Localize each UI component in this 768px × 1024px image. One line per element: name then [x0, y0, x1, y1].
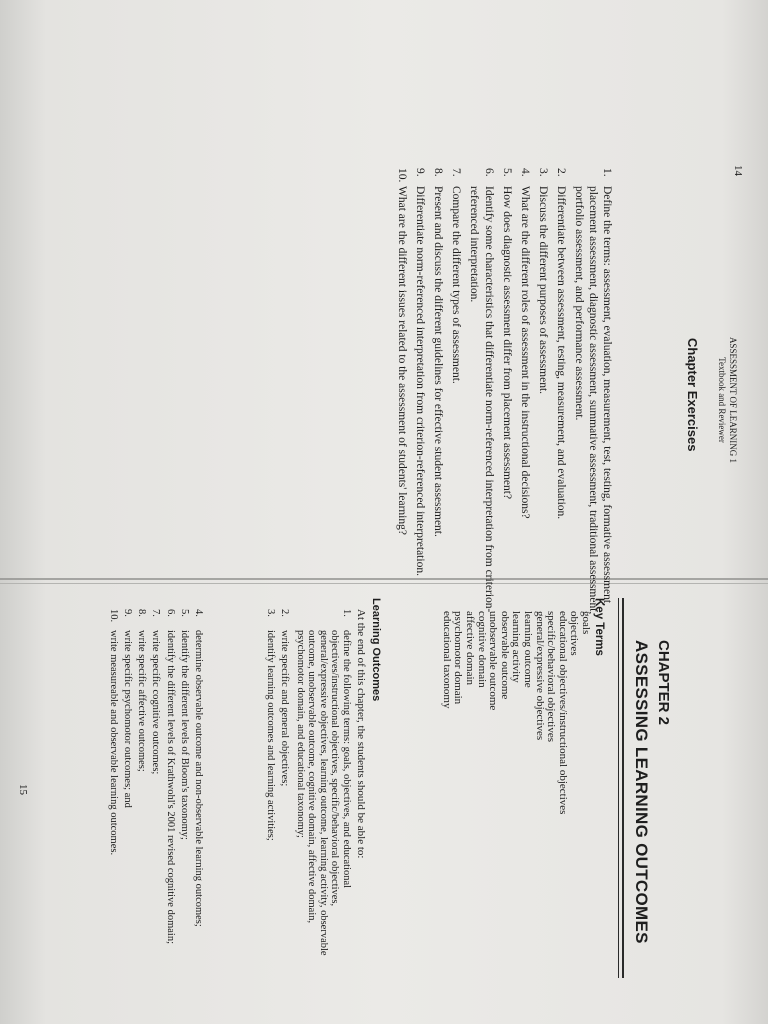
exercise-item	[431, 168, 445, 623]
key-term: objectives	[568, 611, 581, 656]
exercise-item	[518, 168, 532, 623]
key-term: learning outcome	[522, 611, 535, 688]
exercise-text: Differentiate norm-referenced interpretation from criterion-referenced interpretation.	[413, 186, 426, 576]
key-term: specific/behavioral objectives	[545, 611, 558, 743]
exercise-number: 10.	[395, 168, 408, 183]
exercise-text: Compare the different types of assessment.	[450, 186, 463, 384]
running-head-line: Textbook and Reviewer	[717, 357, 727, 443]
outcome-number: 4.	[193, 609, 204, 617]
exercise-text: What are the different roles of assessment in the instructional decisions?	[518, 186, 531, 519]
page-number: 15	[17, 784, 29, 795]
exercise-item	[571, 168, 614, 623]
learning-outcomes-intro: At the end of this chapter, the students should be able to:	[355, 609, 367, 859]
page-number: 14	[732, 165, 744, 176]
exercise-number: 8.	[431, 168, 444, 177]
outcome-item	[265, 609, 277, 974]
exercise-number: 2.	[555, 168, 568, 177]
outcome-text: determine observable outcome and non-observable learning outcomes;	[193, 630, 204, 927]
section-title: Chapter Exercises	[685, 338, 700, 452]
key-term: goals	[580, 611, 592, 635]
learning-outcomes-list	[262, 609, 353, 974]
exercise-text: How does diagnostic assessment differ from placement assessment?	[500, 186, 513, 500]
outcome-text: define the following terms: goals, objectives, and educational objectives/instructional objectives, specific/behavioral objectives, general/expressive objectives, learning outcome, learning activity, observable outcome, unobservable outcome, cognitive domain, affective domain, psychomotor domain, and educational taxonomy;	[295, 630, 352, 956]
outcome-text: write specific affective outcomes;	[136, 630, 148, 772]
book-gutter-shadow	[0, 583, 768, 584]
running-head	[716, 300, 738, 500]
exercise-text: Identify some characteristics that differentiate norm-referenced interpretation from criterion-referenced interpretation.	[468, 186, 495, 613]
outcome-item	[295, 609, 353, 974]
outcome-text: write specific and general objectives;	[279, 630, 291, 787]
exercise-text: Present and discuss the different guidelines for effective student assessment.	[431, 186, 444, 537]
exercise-number: 4.	[518, 168, 531, 177]
outcome-number: 9.	[122, 609, 134, 617]
outcome-item	[122, 609, 134, 974]
exercise-text: Define the terms: assessment, evaluation, measurement, test, testing, formative assessment, placement assessment, diagnostic assessment, summative assessment, traditional assessment, portfolio assessment, and performance assessment.	[572, 186, 613, 615]
outcome-item	[178, 609, 190, 974]
key-term: observable outcome	[498, 611, 511, 700]
outcome-item	[107, 609, 119, 974]
exercise-text: Discuss the different purposes of assessment.	[537, 186, 550, 395]
key-term: educational taxonomy	[440, 611, 453, 709]
exercise-text: Differentiate between assessment, testing, measurement, and evaluation.	[555, 186, 568, 520]
outcome-number: 1.	[341, 609, 352, 617]
exercise-number: 6.	[482, 168, 495, 177]
exercise-item	[467, 168, 495, 623]
exercise-text: What are the different issues related to the assessment of students' learning?	[395, 186, 408, 535]
exercise-item	[394, 168, 408, 623]
exercise-item	[500, 168, 514, 623]
title-rule	[622, 598, 624, 978]
key-term: affective domain	[464, 611, 477, 686]
outcome-number: 8.	[136, 609, 148, 617]
chapter-title: ASSESSING LEARNING OUTCOMES	[632, 640, 651, 944]
key-term: learning activity	[510, 611, 523, 683]
exercise-item	[413, 168, 427, 623]
outcome-item	[193, 609, 205, 974]
book-gutter	[0, 578, 768, 580]
key-term: educational objectives/instructional objectives	[556, 611, 569, 815]
exercise-number: 3.	[537, 168, 550, 177]
outcome-text: identify learning outcomes and learning activities;	[265, 630, 276, 841]
learning-outcomes-heading: Learning Outcomes	[370, 598, 382, 702]
outcome-number: 2.	[279, 609, 291, 617]
key-term: cognitive domain	[475, 611, 488, 688]
outcome-text: write measureable and observable learning outcomes.	[107, 630, 119, 856]
outcome-number: 5.	[178, 609, 190, 617]
outcome-text: identify the different levels of Krathwohl's 2001 revised cognitive domain;	[164, 630, 176, 944]
exercise-item	[536, 168, 550, 623]
outcome-number: 6.	[164, 609, 176, 617]
running-head-line: ASSESSMENT OF LEARNING 1	[728, 336, 738, 464]
exercise-number: 1.	[601, 168, 613, 177]
exercise-number: 7.	[450, 168, 463, 177]
outcome-item	[164, 609, 176, 974]
exercise-number: 9.	[413, 168, 426, 177]
outcome-item	[136, 609, 148, 974]
outcome-item	[150, 609, 162, 974]
outcome-number: 7.	[150, 609, 162, 617]
exercise-item	[449, 168, 463, 623]
chapter-number: CHAPTER 2	[655, 640, 672, 726]
title-rule-thin	[618, 598, 619, 978]
key-term: unobservable outcome	[487, 611, 500, 711]
exercise-list	[394, 168, 614, 623]
outcome-item	[279, 609, 291, 974]
outcome-text: identify the different levels of Bloom's taxonomy;	[178, 630, 190, 840]
key-terms-heading: Key Terms	[593, 598, 605, 656]
outcome-number: 10.	[107, 609, 119, 623]
key-term: psychomotor domain	[452, 611, 465, 705]
outcome-text: write specific psychomotor outcomes; and	[122, 630, 134, 808]
key-term: general/expressive objectives	[533, 611, 546, 741]
outcome-text: write specific cognitive outcomes;	[150, 630, 162, 775]
key-terms-list	[440, 611, 591, 871]
outcome-number: 3.	[265, 609, 276, 617]
exercise-number: 5.	[500, 168, 513, 177]
exercise-item	[554, 168, 568, 623]
learning-outcomes-list-continued	[105, 609, 204, 974]
